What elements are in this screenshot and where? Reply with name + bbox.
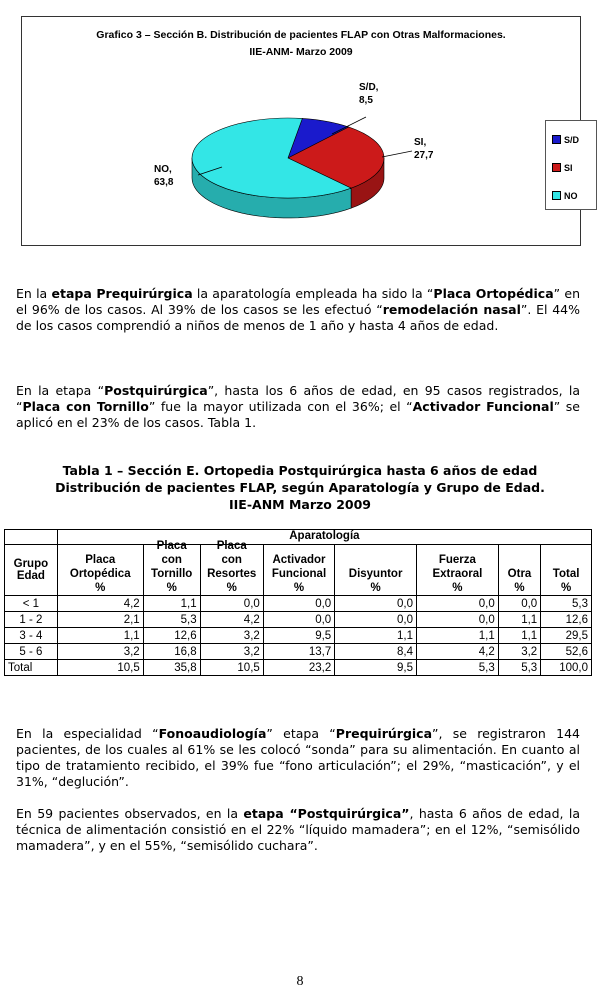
column-header-1: Placa con Tornillo % bbox=[143, 545, 200, 596]
table-title: Tabla 1 – Sección E. Ortopedia Postquirúrgica hasta 6 años de edad bbox=[62, 463, 538, 478]
row-label: 5 - 6 bbox=[5, 644, 58, 660]
pie-label-line: NO, bbox=[154, 164, 172, 175]
p2-run-4: ” fue la mayor utilizada con el 36%; el “ bbox=[148, 399, 413, 414]
table-cell: 9,5 bbox=[335, 660, 417, 676]
table-cell: 10,5 bbox=[57, 660, 143, 676]
row-header-cell: Grupo Edad bbox=[5, 545, 58, 596]
p2-run-0: En la etapa “ bbox=[16, 383, 105, 398]
table-cell: 0,0 bbox=[335, 596, 417, 612]
table-row bbox=[5, 628, 592, 644]
table-cell: 13,7 bbox=[263, 644, 334, 660]
p1-run-0: En la bbox=[16, 286, 52, 301]
p1-run-6: ”. El 44% de los casos comprendió a niños de menos de 1 año y hasta 4 años de edad. bbox=[16, 302, 580, 333]
pie-label-line: S/D, bbox=[359, 82, 379, 93]
column-header-5: Fuerza Extraoral % bbox=[417, 545, 499, 596]
pie-chart bbox=[22, 17, 582, 247]
table-cell: 1,1 bbox=[57, 628, 143, 644]
data-table bbox=[4, 529, 592, 676]
table-cell: 52,6 bbox=[541, 644, 592, 660]
pie-label-si bbox=[414, 136, 433, 162]
table-cell: 3,2 bbox=[498, 644, 540, 660]
chart-legend bbox=[545, 120, 597, 210]
row-label: Total bbox=[5, 660, 58, 676]
pie-label-line: SI, bbox=[414, 137, 427, 148]
table-cell: 12,6 bbox=[143, 628, 200, 644]
chart-subtitle: IIE-ANM- Marzo 2009 bbox=[249, 46, 353, 58]
table-cell: 4,2 bbox=[417, 644, 499, 660]
legend-item-sd: S/D bbox=[552, 135, 579, 145]
paragraph-postquirurgica bbox=[16, 383, 580, 431]
table-cell: 8,4 bbox=[335, 644, 417, 660]
p4-run-0: En 59 pacientes observados, en la bbox=[16, 806, 244, 821]
table-cell: 0,0 bbox=[498, 596, 540, 612]
table-cell: 2,1 bbox=[57, 612, 143, 628]
table-cell: 1,1 bbox=[335, 628, 417, 644]
p2-run-6: ” se aplicó en el 23% de los casos. Tabla 1. bbox=[16, 399, 580, 430]
p2-run-5: Activador Funcional bbox=[412, 399, 554, 414]
p2-run-3: Placa con Tornillo bbox=[22, 399, 149, 414]
table-cell: 3,2 bbox=[200, 644, 263, 660]
table-row bbox=[5, 596, 592, 612]
paragraph-prequirurgica bbox=[16, 286, 580, 334]
table-cell: 0,0 bbox=[417, 596, 499, 612]
table-corner-cell bbox=[5, 530, 58, 545]
table-cell: 100,0 bbox=[541, 660, 592, 676]
p1-run-5: remodelación nasal bbox=[382, 302, 521, 317]
column-header-3: Activador Funcional % bbox=[263, 545, 334, 596]
table-cell: 16,8 bbox=[143, 644, 200, 660]
pie-label-line: 8,5 bbox=[359, 95, 373, 106]
table-cell: 4,2 bbox=[200, 612, 263, 628]
paragraph-fonoaudiologia bbox=[16, 726, 580, 790]
pie-label-no bbox=[154, 163, 173, 189]
legend-item-no: NO bbox=[552, 191, 578, 201]
table-cell: 5,3 bbox=[417, 660, 499, 676]
table-cell: 29,5 bbox=[541, 628, 592, 644]
table-cell: 1,1 bbox=[417, 628, 499, 644]
p3-run-2: ” etapa “ bbox=[266, 726, 336, 741]
p3-run-1: Fonoaudiología bbox=[158, 726, 267, 741]
column-header-0: Placa Ortopédica % bbox=[57, 545, 143, 596]
p1-run-4: ” en el 96% de los casos. Al 39% de los casos se les efectuó “ bbox=[16, 286, 580, 317]
table-row bbox=[5, 660, 592, 676]
table-cell: 0,0 bbox=[263, 596, 334, 612]
table-cell: 0,0 bbox=[417, 612, 499, 628]
pie-label-line: 27,7 bbox=[414, 150, 434, 161]
p1-run-1: etapa Prequirúrgica bbox=[51, 286, 193, 301]
table-cell: 4,2 bbox=[57, 596, 143, 612]
table-row bbox=[5, 612, 592, 628]
table-cell: 23,2 bbox=[263, 660, 334, 676]
table-cell: 0,0 bbox=[263, 612, 334, 628]
column-header-2: Placa con Resortes % bbox=[200, 545, 263, 596]
row-label: 1 - 2 bbox=[5, 612, 58, 628]
table-cell: 0,0 bbox=[335, 612, 417, 628]
pie-label-sd bbox=[359, 81, 378, 107]
table-cell: 0,0 bbox=[200, 596, 263, 612]
row-label: 3 - 4 bbox=[5, 628, 58, 644]
table-cell: 5,3 bbox=[498, 660, 540, 676]
p2-run-1: Postquirúrgica bbox=[104, 383, 208, 398]
pie-label-line: 63,8 bbox=[154, 177, 174, 188]
p3-run-0: En la especialidad “ bbox=[16, 726, 159, 741]
table-date: IIE-ANM Marzo 2009 bbox=[229, 497, 371, 512]
table-cell: 3,2 bbox=[57, 644, 143, 660]
legend-item-si: SI bbox=[552, 163, 573, 173]
row-label: < 1 bbox=[5, 596, 58, 612]
column-header-6: Otra % bbox=[498, 545, 540, 596]
p4-run-2: , hasta 6 años de edad, la técnica de alimentación consistió en el 22% “líquido mamadera”; en el 12%, “semisólido mamadera”, y en el 55%, “semisólido cuchara”. bbox=[16, 806, 580, 853]
p1-run-3: Placa Ortopédica bbox=[433, 286, 554, 301]
p4-run-1: etapa “Postquirúrgica” bbox=[243, 806, 410, 821]
table-cell: 12,6 bbox=[541, 612, 592, 628]
p2-run-2: ”, hasta los 6 años de edad, en 95 casos registrados, la “ bbox=[16, 383, 581, 414]
p3-run-4: ”, se registraron 144 pacientes, de los cuales al 61% se les colocó “sonda” para su alimentación. En cuanto al tipo de tratamiento recibido, el 39% fue “fono articulación”; el 29%, “masticación”, y el 31%, “deglución”. bbox=[16, 726, 580, 789]
table-cell: 1,1 bbox=[498, 612, 540, 628]
column-header-7: Total % bbox=[541, 545, 592, 596]
table-header-row bbox=[5, 545, 592, 596]
table-cell: 1,1 bbox=[498, 628, 540, 644]
table-cell: 35,8 bbox=[143, 660, 200, 676]
table-row bbox=[5, 644, 592, 660]
table-cell: 5,3 bbox=[143, 612, 200, 628]
table-cell: 10,5 bbox=[200, 660, 263, 676]
leader-line-1 bbox=[382, 151, 412, 157]
table-subtitle: Distribución de pacientes FLAP, según Aparatología y Grupo de Edad. bbox=[55, 480, 545, 495]
table-cell: 9,5 bbox=[263, 628, 334, 644]
pie-chart-frame bbox=[21, 16, 581, 246]
paragraph-alimentacion bbox=[16, 806, 580, 854]
chart-title: Grafico 3 – Sección B. Distribución de pacientes FLAP con Otras Malformaciones. bbox=[96, 29, 506, 41]
table-cell: 5,3 bbox=[541, 596, 592, 612]
table-cell: 1,1 bbox=[143, 596, 200, 612]
p1-run-2: la aparatología empleada ha sido la “ bbox=[192, 286, 434, 301]
page-number: 8 bbox=[296, 974, 304, 989]
column-header-4: Disyuntor % bbox=[335, 545, 417, 596]
table-cell: 3,2 bbox=[200, 628, 263, 644]
p3-run-3: Prequirúrgica bbox=[335, 726, 433, 741]
table-group-header: Aparatología bbox=[57, 530, 591, 545]
